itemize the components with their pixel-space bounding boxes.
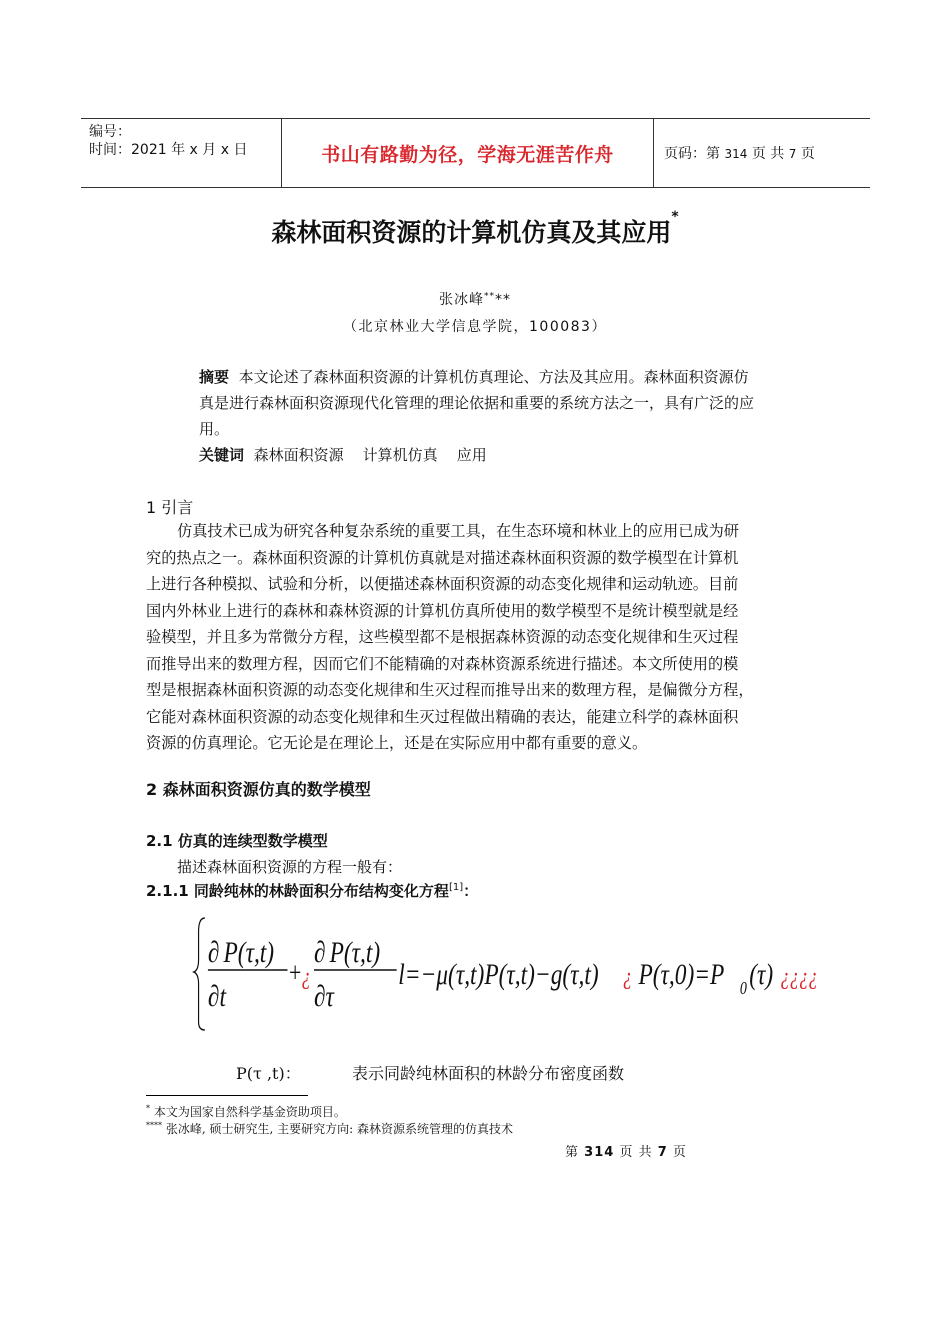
header-page-code — [664, 143, 815, 163]
intro-line: 型是根据森林面积资源的动态变化规律和生灭过程而推导出来的数理方程，是偏微分方程， — [146, 681, 754, 699]
intro-line: 国内外林业上进行的森林和森林资源的计算机仿真所使用的数学模型不是统计模型就是经 — [146, 601, 739, 620]
header-page-total: 7 — [788, 147, 797, 161]
header-left-cell — [81, 119, 281, 187]
subsubsection-heading — [146, 880, 478, 901]
author-suffix: ** — [495, 292, 511, 308]
footer-end: 页 — [672, 1145, 687, 1160]
eq-sub0: 0 — [739, 979, 747, 999]
header-page-num: 314 — [724, 147, 748, 161]
eq-rhs-c: (τ) — [749, 957, 774, 991]
header-page-end: 页 — [800, 146, 815, 162]
time-label: 时间：2021 年 x 月 x 日 — [89, 142, 248, 158]
intro-line: 验模型，并且多为常微分方程，这些模型都不是根据森林资源的动态变化规律和生灭过程 — [146, 628, 739, 646]
brace-icon — [194, 918, 205, 1030]
keywords-text: 森林面积资源 计算机仿真 应用 — [253, 446, 487, 464]
keywords-label: 关键词 — [199, 446, 245, 464]
footnote-1-mark: * — [146, 1104, 150, 1113]
eq-P-num-2: P(τ,t) — [329, 935, 381, 969]
subsubsection-title: 2.1.1 同龄纯林的林龄面积分布结构变化方程 — [146, 882, 449, 900]
footer-page-num: 314 — [584, 1145, 615, 1160]
affiliation: （北京林业大学信息学院，100083） — [343, 319, 607, 335]
page-footer — [565, 1141, 687, 1160]
eq-dtau: ∂τ — [314, 979, 334, 1013]
footer-mid: 页 共 — [619, 1145, 653, 1160]
eq-partial-num-2: ∂ — [314, 935, 326, 969]
abstract-paragraph — [199, 364, 755, 442]
header-page-label: 页码：第 — [664, 146, 720, 162]
footnote-1-text: 本文为国家自然科学基金资助项目。 — [153, 1105, 346, 1119]
subsubsection-colon: ： — [463, 882, 479, 900]
header-table — [81, 118, 870, 188]
citation-ref: [1] — [448, 882, 464, 893]
intro-line: 它能对森林面积资源的动态变化规律和生灭过程做出精确的表达，能建立科学的森林面积 — [146, 707, 739, 726]
footer-total: 7 — [657, 1145, 668, 1160]
eq-dt: ∂t — [207, 979, 226, 1013]
intro-line: 仿真技术已成为研究各种复杂系统的重要工具，在生态环境和林业上的应用已成为研 — [177, 522, 739, 540]
header-page-cell — [654, 119, 870, 187]
author-line — [0, 289, 950, 309]
model-description: 描述森林面积资源的方程一般有： — [177, 858, 403, 876]
footer-pre: 第 — [565, 1145, 580, 1160]
header-page-mid: 页 共 — [751, 146, 785, 162]
eq-partial-num: ∂ — [207, 935, 220, 969]
eq-rhs-a: l=−μ(τ,t)P(τ,t)−g(τ,t) — [398, 957, 599, 991]
intro-line: 而推导出来的数理方程，因而它们不能精确的对森林资源系统进行描述。本文所使用的模 — [146, 654, 739, 673]
abstract-block — [199, 364, 755, 468]
footnote-2-text: 张冰峰, 硕士研究生, 主要研究方向: 森林资源系统管理的仿真技术 — [165, 1122, 513, 1136]
subsection-heading: 2.1 仿真的连续型数学模型 — [146, 832, 328, 850]
keywords-line — [199, 442, 755, 468]
intro-line: 究的热点之一。森林面积资源的计算机仿真就是对描述森林面积资源的数学模型在计算机 — [146, 548, 739, 567]
eq-junk-3: ¿¿¿¿ — [780, 962, 818, 990]
eq-junk-2: ¿ — [622, 962, 633, 990]
abstract-text: 本文论述了森林面积资源的计算机仿真理论、方法及其应用。森林面积资源仿真是进行森林面积资源现代化管理的理论依据和重要的系统方法之一，具有广泛的应用。 — [199, 368, 755, 438]
section2-heading: 2 森林面积资源仿真的数学模型 — [146, 780, 371, 799]
ptau-label: P(τ ,t)： — [236, 1064, 301, 1083]
footnote-2-mark: **** — [146, 1121, 162, 1130]
title-mark: * — [671, 209, 679, 225]
paper-title — [0, 209, 950, 249]
title-text: 森林面积资源的计算机仿真及其应用 — [271, 218, 672, 247]
motto: 书山有路勤为径，学海无涯苦作舟 — [321, 143, 614, 166]
intro-paragraph — [146, 518, 806, 757]
eq-P-num: P(τ,t) — [223, 935, 275, 969]
eq-plus: + — [289, 958, 302, 989]
number-label: 编号： — [89, 124, 131, 140]
footnote-rule — [146, 1095, 308, 1096]
section1-heading: 1 引言 — [146, 498, 194, 517]
pde-equation — [197, 912, 818, 1032]
eq-junk-1: ¿ — [301, 962, 311, 990]
footnote-2 — [146, 1120, 513, 1137]
author-mark: ** — [484, 291, 495, 302]
header-motto-cell — [281, 119, 654, 187]
author-name: 张冰峰 — [439, 292, 484, 308]
abstract-label: 摘要 — [199, 368, 230, 386]
intro-line: 资源的仿真理论。它无论是在理论上，还是在实际应用中都有重要的意义。 — [146, 734, 648, 752]
footnote-1 — [146, 1103, 346, 1120]
eq-rhs-b: P(τ,0)=P — [638, 957, 725, 991]
intro-line: 上进行各种模拟、试验和分析，以便描述森林面积资源的动态变化规律和运动轨迹。目前 — [146, 575, 739, 593]
ptau-description: 表示同龄纯林面积的林龄分布密度函数 — [352, 1064, 625, 1083]
